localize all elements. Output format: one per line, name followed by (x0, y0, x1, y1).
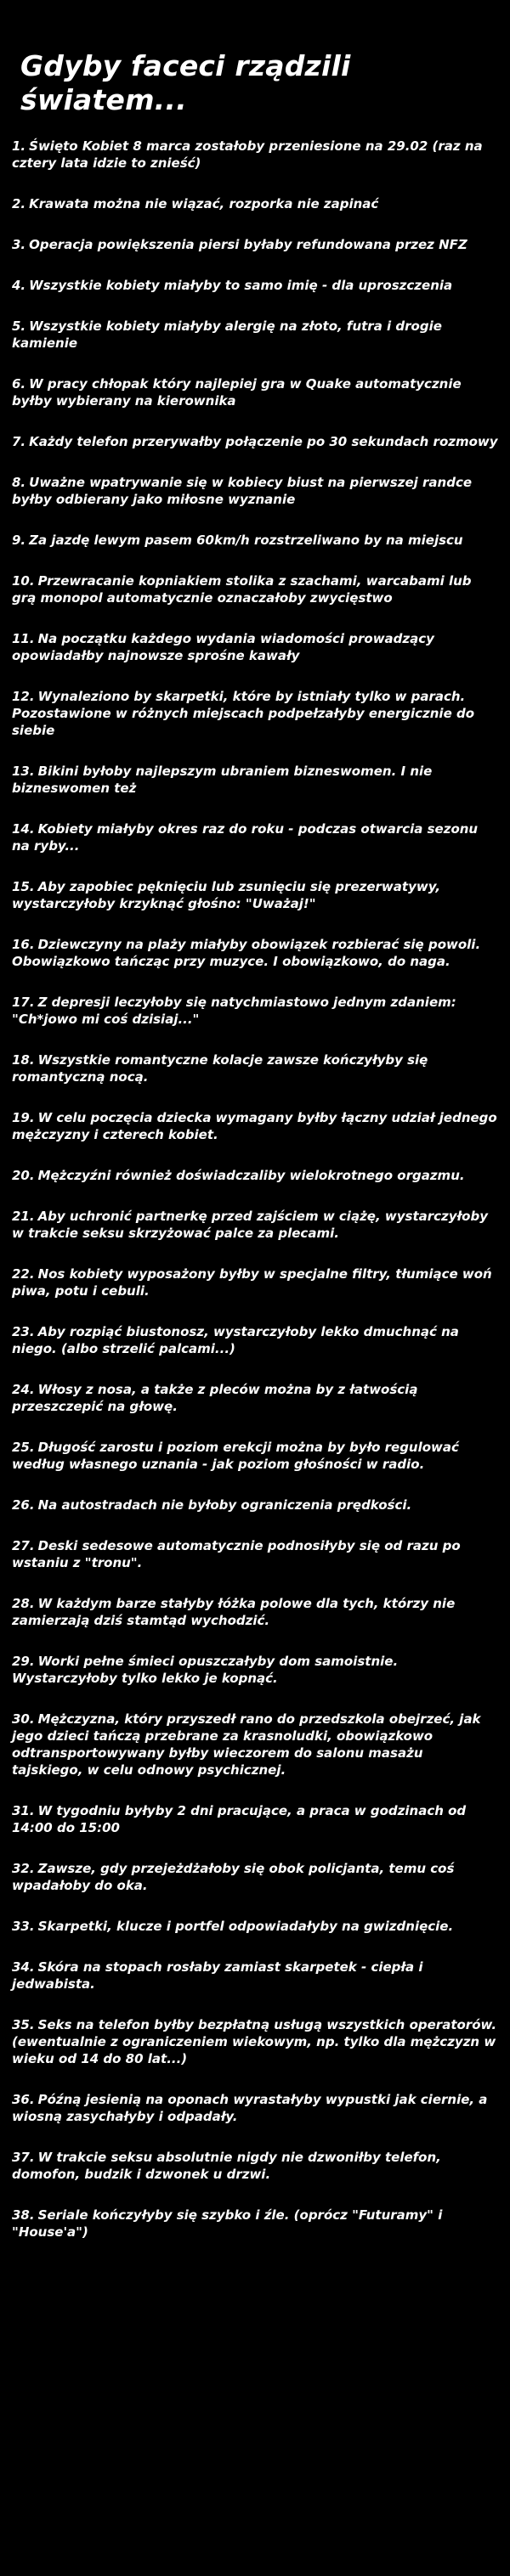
list-item-text: Wszystkie kobiety miałyby alergię na złoto, futra i drogie kamienie (12, 318, 442, 351)
list-item-number: 18. (12, 1052, 35, 1068)
list-item-text: Uważne wpatrywanie się w kobiecy biust na pierwszej randce byłby odbierany jako miłosne wyznanie (12, 475, 473, 507)
list-item-number: 23. (12, 1324, 35, 1339)
list-item (12, 1595, 498, 1629)
list-item (12, 1497, 498, 1513)
list-item-text: Włosy z nosa, a także z pleców można by z łatwością przeszczepić na głowę. (12, 1382, 418, 1414)
list-item (12, 1959, 498, 1993)
list-item-number: 38. (12, 2207, 35, 2223)
list-item-number: 36. (12, 2092, 35, 2107)
list-item-text: Na początku każdego wydania wiadomości prowadzący opowiadałby najnowsze sprośne kawały (12, 631, 434, 663)
list-item (12, 2149, 498, 2183)
list-item (12, 572, 498, 606)
list-item-text: Deski sedesowe automatycznie podnosiłyby się od razu po wstaniu z "tronu". (12, 1538, 461, 1570)
list-item-text: Wszystkie kobiety miałyby to samo imię - dla uproszczenia (29, 278, 453, 293)
list-item-number: 13. (12, 764, 35, 779)
list-item (12, 375, 498, 409)
list-item-number: 28. (12, 1596, 35, 1611)
list-item (12, 1860, 498, 1894)
list-item-text: Operacja powiększenia piersi byłaby refundowana przez NFZ (29, 237, 468, 252)
list-item-number: 24. (12, 1382, 35, 1397)
list-item (12, 630, 498, 664)
list-item-text: Seriale kończyłyby się szybko i źle. (oprócz "Futuramy" i "House'a") (12, 2207, 443, 2240)
list-item-text: W trakcie seksu absolutnie nigdy nie dzwoniłby telefon, domofon, budzik i dzwonek u drzwi. (12, 2150, 441, 2182)
list-item-number: 30. (12, 1711, 35, 1727)
list-item (12, 433, 498, 450)
list-item-number: 26. (12, 1497, 35, 1513)
list-item-text: Aby zapobiec pęknięciu lub zsunięciu się prezerwatywy, wystarczyłoby krzyknąć głośno: "Uważaj!" (12, 879, 441, 911)
list-item-number: 32. (12, 1861, 35, 1876)
list-item-number: 15. (12, 879, 35, 894)
list-item-number: 19. (12, 1110, 35, 1125)
list-item (12, 1381, 498, 1415)
list-item (12, 1653, 498, 1687)
list-item-text: Seks na telefon byłby bezpłatną usługą wszystkich operatorów. (ewentualnie z ograniczeniem wiekowym, np. tylko dla mężczyzn w wieku od 14 do 80 lat...) (12, 2017, 497, 2066)
list-item-number: 17. (12, 995, 35, 1010)
list-item-text: Na autostradach nie byłoby ograniczenia prędkości. (37, 1497, 412, 1513)
list-item (12, 1537, 498, 1571)
list-item (12, 1439, 498, 1473)
page-title: Gdyby faceci rządzili światem... (20, 49, 351, 116)
list-item-number: 16. (12, 937, 35, 952)
list-item-text: Za jazdę lewym pasem 60km/h rozstrzeliwano by na miejscu (29, 533, 463, 548)
list-item-text: Dziewczyny na plaży miałyby obowiązek rozbierać się powoli. Obowiązkowo tańcząc przy muzyce. I obowiązkowo, do naga. (12, 937, 481, 969)
list-item-text: Każdy telefon przerywałby połączenie po 30 sekundach rozmowy (29, 434, 498, 449)
list-item-text: Zawsze, gdy przejeżdżałoby się obok policjanta, temu coś wpadałoby do oka. (12, 1861, 455, 1893)
list-item (12, 1802, 498, 1836)
list-item-number: 11. (12, 631, 35, 646)
list-item (12, 532, 498, 549)
list-item (12, 2091, 498, 2125)
list-item-text: Worki pełne śmieci opuszczałyby dom samoistnie. Wystarczyłoby tylko lekko je kopnąć. (12, 1654, 399, 1686)
list-item-text: Późną jesienią na oponach wyrastałyby wypustki jak ciernie, a wiosną zasychałyby i odpadały. (12, 2092, 488, 2124)
list-item-text: Krawata można nie wiązać, rozporka nie zapinać (29, 196, 379, 211)
list-item-number: 37. (12, 2150, 35, 2165)
list-item (12, 1109, 498, 1143)
list-item-text: Aby uchronić partnerkę przed zajściem w ciążę, wystarczyłoby w trakcie seksu skrzyżować palce za plecami. (12, 1209, 488, 1241)
list-item-text: Nos kobiety wyposażony byłby w specjalne filtry, tłumiące woń piwa, potu i cebuli. (12, 1266, 492, 1299)
list-item (12, 138, 498, 172)
list-item-number: 3. (12, 237, 26, 252)
list-item-number: 33. (12, 1919, 35, 1934)
list-item (12, 763, 498, 797)
list-item (12, 1323, 498, 1357)
list-item-text: Bikini byłoby najlepszym ubraniem bizneswomen. I nie bizneswomen też (12, 764, 433, 796)
list-item-number: 34. (12, 1959, 35, 1975)
list-item-number: 25. (12, 1440, 35, 1455)
list-item-text: Kobiety miałyby okres raz do roku - podczas otwarcia sezonu na ryby... (12, 821, 479, 854)
list-item-text: W celu poczęcia dziecka wymagany byłby łączny udział jednego mężczyzny i czterech kobiet. (12, 1110, 497, 1142)
list-item-text: W tygodniu byłyby 2 dni pracujące, a praca w godzinach od 14:00 do 15:00 (12, 1803, 467, 1835)
list-item-number: 27. (12, 1538, 35, 1553)
list-item-number: 35. (12, 2017, 35, 2032)
list-item-number: 4. (12, 278, 26, 293)
list-item-number: 21. (12, 1209, 35, 1224)
list-item-number: 1. (12, 138, 26, 154)
list (12, 138, 498, 2241)
list-item (12, 878, 498, 912)
list-item-text: Z depresji leczyłoby się natychmiastowo jednym zdaniem: "Ch*jowo mi coś dzisiaj..." (12, 995, 456, 1027)
list-item (12, 1167, 498, 1184)
list-item-number: 14. (12, 821, 35, 837)
list-item-text: Mężczyźni również doświadczaliby wielokrotnego orgazmu. (37, 1168, 465, 1183)
list-item (12, 318, 498, 352)
list-item-number: 6. (12, 376, 26, 392)
list-item-text: W pracy chłopak który najlepiej gra w Quake automatycznie byłby wybierany na kierownika (12, 376, 462, 409)
list-item (12, 936, 498, 970)
list-item (12, 820, 498, 854)
list-item (12, 236, 498, 253)
list-item-number: 20. (12, 1168, 35, 1183)
list-item-text: Skóra na stopach rosłaby zamiast skarpetek - ciepła i jedwabista. (12, 1959, 423, 1992)
list-item-text: Mężczyzna, który przyszedł rano do przedszkola obejrzeć, jak jego dzieci tańczą przebrane za krasnoludki, obowiązkowo odtransportowywany byłby wieczorem do salonu masażu tajskiego, w celu odnowy psychicznej. (12, 1711, 481, 1778)
list-item-number: 29. (12, 1654, 35, 1669)
list-item-text: Aby rozpiąć biustonosz, wystarczyłoby lekko dmuchnąć na niego. (albo strzelić palcami...) (12, 1324, 459, 1356)
list-item-number: 31. (12, 1803, 35, 1818)
list-item-number: 10. (12, 573, 35, 589)
list-item-number: 5. (12, 318, 26, 334)
list-item-text: Skarpetki, klucze i portfel odpowiadałyby na gwizdnięcie. (37, 1919, 454, 1934)
list-item-number: 12. (12, 689, 35, 704)
list-item (12, 1265, 498, 1299)
list-item-number: 22. (12, 1266, 35, 1282)
list-item-text: Przewracanie kopniakiem stolika z szachami, warcabami lub grą monopol automatycznie oznaczałoby zwycięstwo (12, 573, 472, 606)
list-item (12, 2207, 498, 2241)
list-item-text: W każdym barze stałyby łóżka polowe dla tych, którzy nie zamierzają dziś stamtąd wychodzić. (12, 1596, 456, 1628)
list-item-text: Święto Kobiet 8 marca zostałoby przeniesione na 29.02 (raz na cztery lata idzie to znieść) (12, 138, 483, 171)
list-item-text: Wynaleziono by skarpetki, które by istniały tylko w parach. Pozostawione w różnych miejscach podpełzałyby energicznie do siebie (12, 689, 475, 738)
list-item (12, 688, 498, 739)
list-item-number: 9. (12, 533, 26, 548)
list-item (12, 1051, 498, 1085)
list-item-number: 7. (12, 434, 26, 449)
list-item-number: 2. (12, 196, 26, 211)
list-item (12, 474, 498, 508)
list-item (12, 994, 498, 1028)
list-item (12, 1208, 498, 1242)
list-item (12, 277, 498, 294)
list-item-text: Wszystkie romantyczne kolacje zawsze kończyłyby się romantyczną nocą. (12, 1052, 428, 1085)
list-item (12, 2016, 498, 2067)
list-item (12, 1918, 498, 1935)
list-item (12, 1711, 498, 1778)
list-item-text: Długość zarostu i poziom erekcji można by było regulować według własnego uznania - jak poziom głośności w radio. (12, 1440, 459, 1472)
list-item (12, 195, 498, 212)
list-item-number: 8. (12, 475, 26, 490)
